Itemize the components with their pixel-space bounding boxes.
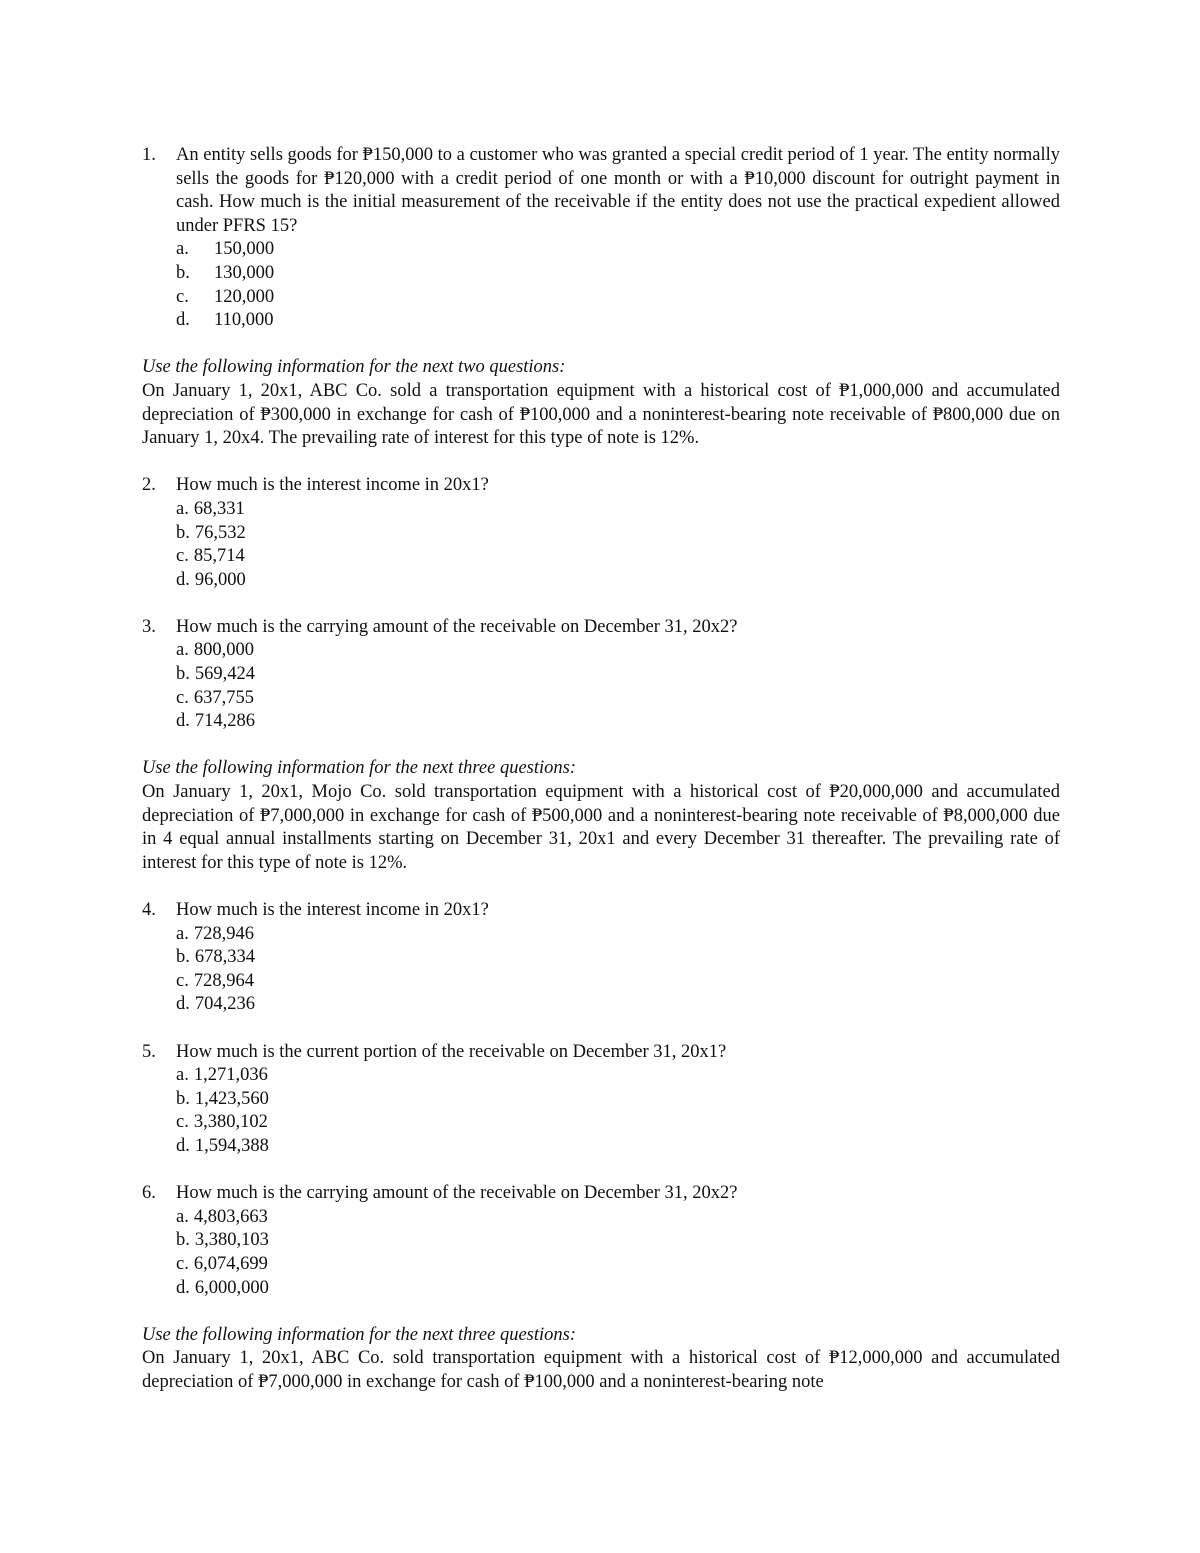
option-value: 6,074,699 xyxy=(193,1253,268,1274)
answer-option xyxy=(176,569,1060,593)
option-value: 637,755 xyxy=(193,687,254,708)
question-body xyxy=(176,1182,1060,1300)
question-number: 5. xyxy=(142,1041,156,1062)
answer-option xyxy=(176,1111,1060,1135)
answer-option xyxy=(176,498,1060,522)
option-letter: d. xyxy=(176,310,190,331)
question-body xyxy=(176,899,1060,1017)
option-letter: d. xyxy=(176,994,190,1015)
option-value: 569,424 xyxy=(194,664,255,685)
answer-option xyxy=(176,639,1060,663)
option-letter: b. xyxy=(176,262,190,283)
option-value: 110,000 xyxy=(214,310,274,331)
answer-options xyxy=(176,1064,1060,1158)
answer-option xyxy=(176,993,1060,1017)
question-body xyxy=(176,1041,1060,1159)
option-letter: a. xyxy=(176,239,189,260)
section-scenario: On January 1, 20x1, Mojo Co. sold transportation equipment with a historical cost of ₱20,000,000 and accumulated depreciation of ₱7,000,000 in exchange for cash of ₱500,000 and a noninterest-bearing note receivable of ₱8,000,000 due in 4 equal annual installments starting on December 31, 20x1 and every December 31 thereafter. The prevailing rate of interest for this type of note is 12%. xyxy=(142,782,1060,873)
answer-option xyxy=(176,545,1060,569)
option-letter: c. xyxy=(176,286,189,307)
option-letter: c. xyxy=(176,970,189,991)
spacer xyxy=(142,333,1060,357)
answer-option xyxy=(176,710,1060,734)
option-value: 96,000 xyxy=(194,569,246,590)
answer-option xyxy=(176,946,1060,970)
option-value: 728,964 xyxy=(193,970,254,991)
question-text: How much is the interest income in 20x1? xyxy=(176,900,489,920)
question-5 xyxy=(142,1041,1060,1159)
option-letter: a. xyxy=(176,498,189,519)
question-text: An entity sells goods for ₱150,000 to a customer who was granted a special credit period of 1 year. The entity normally sells the goods for ₱120,000 with a credit period of one month or with a ₱10,000 discount for outright payment in cash. How much is the initial measurement of the receivable if the entity does not use the practical expedient allowed under PFRS 15? xyxy=(176,145,1060,236)
option-letter: d. xyxy=(176,711,190,732)
spacer xyxy=(142,451,1060,475)
option-value: 85,714 xyxy=(193,546,245,567)
option-value: 3,380,102 xyxy=(193,1112,268,1133)
option-letter: c. xyxy=(176,1112,189,1133)
question-number: 6. xyxy=(142,1183,156,1204)
question-number: 2. xyxy=(142,475,156,496)
option-letter: c. xyxy=(176,546,189,567)
option-letter: b. xyxy=(176,1230,190,1251)
option-letter: c. xyxy=(176,687,189,708)
option-letter: c. xyxy=(176,1253,189,1274)
option-letter: b. xyxy=(176,664,190,685)
answer-options xyxy=(176,498,1060,592)
spacer xyxy=(142,592,1060,616)
answer-option xyxy=(176,286,1060,310)
answer-option xyxy=(176,970,1060,994)
question-body xyxy=(176,474,1060,592)
question-text: How much is the current portion of the receivable on December 31, 20x1? xyxy=(176,1041,727,1062)
option-value: 4,803,663 xyxy=(193,1206,268,1227)
answer-option xyxy=(176,1206,1060,1230)
option-value: 728,946 xyxy=(193,923,254,944)
section-scenario: On January 1, 20x1, ABC Co. sold transportation equipment with a historical cost of ₱12,000,000 and accumulated depreciation of ₱7,000,000 in exchange for cash of ₱100,000 and a noninterest-bearing note xyxy=(142,1348,1060,1392)
option-letter: b. xyxy=(176,522,190,543)
option-letter: b. xyxy=(176,1088,190,1109)
answer-option xyxy=(176,1064,1060,1088)
answer-option xyxy=(176,1229,1060,1253)
option-value: 76,532 xyxy=(194,522,246,543)
answer-option xyxy=(176,522,1060,546)
answer-option xyxy=(176,923,1060,947)
question-number: 1. xyxy=(142,145,156,165)
option-value: 714,286 xyxy=(194,711,255,732)
question-1 xyxy=(142,144,1060,333)
option-value: 3,380,103 xyxy=(194,1230,269,1251)
question-number: 4. xyxy=(142,900,156,920)
section-intro: Use the following information for the next two questions: xyxy=(142,357,566,378)
answer-options xyxy=(176,238,1060,332)
answer-option xyxy=(176,687,1060,711)
option-letter: a. xyxy=(176,923,189,944)
spacer xyxy=(142,1300,1060,1324)
section-intro: Use the following information for the next three questions: xyxy=(142,1324,577,1345)
option-letter: d. xyxy=(176,1135,190,1156)
answer-option xyxy=(176,1088,1060,1112)
option-letter: d. xyxy=(176,1277,190,1298)
answer-option xyxy=(176,309,1060,333)
option-value: 130,000 xyxy=(214,262,275,283)
section-scenario: On January 1, 20x1, ABC Co. sold a transportation equipment with a historical cost of ₱1,000,000 and accumulated depreciation of ₱300,000 in exchange for cash of ₱100,000 and a noninterest-bearing note receivable of ₱800,000 due on January 1, 20x4. The prevailing rate of interest for this type of note is 12%. xyxy=(142,380,1060,449)
answer-option xyxy=(176,1277,1060,1301)
question-6 xyxy=(142,1182,1060,1300)
answer-option xyxy=(176,238,1060,262)
spacer xyxy=(142,1159,1060,1183)
section-intro: Use the following information for the next three questions: xyxy=(142,758,577,779)
answer-options xyxy=(176,923,1060,1017)
question-text: How much is the carrying amount of the receivable on December 31, 20x2? xyxy=(176,616,738,637)
option-value: 800,000 xyxy=(193,640,254,661)
answer-options xyxy=(176,1206,1060,1300)
question-2 xyxy=(142,474,1060,592)
question-4 xyxy=(142,899,1060,1017)
question-text: How much is the interest income in 20x1? xyxy=(176,475,489,496)
question-body xyxy=(176,616,1060,734)
question-text: How much is the carrying amount of the receivable on December 31, 20x2? xyxy=(176,1183,738,1204)
option-value: 1,594,388 xyxy=(194,1135,269,1156)
answer-options xyxy=(176,639,1060,733)
answer-option xyxy=(176,663,1060,687)
option-value: 704,236 xyxy=(194,994,255,1015)
question-body xyxy=(176,144,1060,333)
spacer xyxy=(142,734,1060,758)
option-letter: a. xyxy=(176,1065,189,1086)
document-content xyxy=(142,144,1060,1394)
answer-option xyxy=(176,1253,1060,1277)
spacer xyxy=(142,1017,1060,1041)
option-value: 120,000 xyxy=(214,286,275,307)
answer-option xyxy=(176,262,1060,286)
option-letter: a. xyxy=(176,1206,189,1227)
option-letter: b. xyxy=(176,947,190,968)
option-letter: d. xyxy=(176,569,190,590)
option-value: 678,334 xyxy=(194,947,255,968)
option-value: 6,000,000 xyxy=(194,1277,269,1298)
option-value: 1,423,560 xyxy=(194,1088,269,1109)
question-3 xyxy=(142,616,1060,734)
option-value: 68,331 xyxy=(193,498,245,519)
option-value: 150,000 xyxy=(214,239,275,260)
spacer xyxy=(142,875,1060,899)
option-letter: a. xyxy=(176,640,189,661)
question-number: 3. xyxy=(142,616,156,637)
option-value: 1,271,036 xyxy=(193,1065,268,1086)
answer-option xyxy=(176,1135,1060,1159)
